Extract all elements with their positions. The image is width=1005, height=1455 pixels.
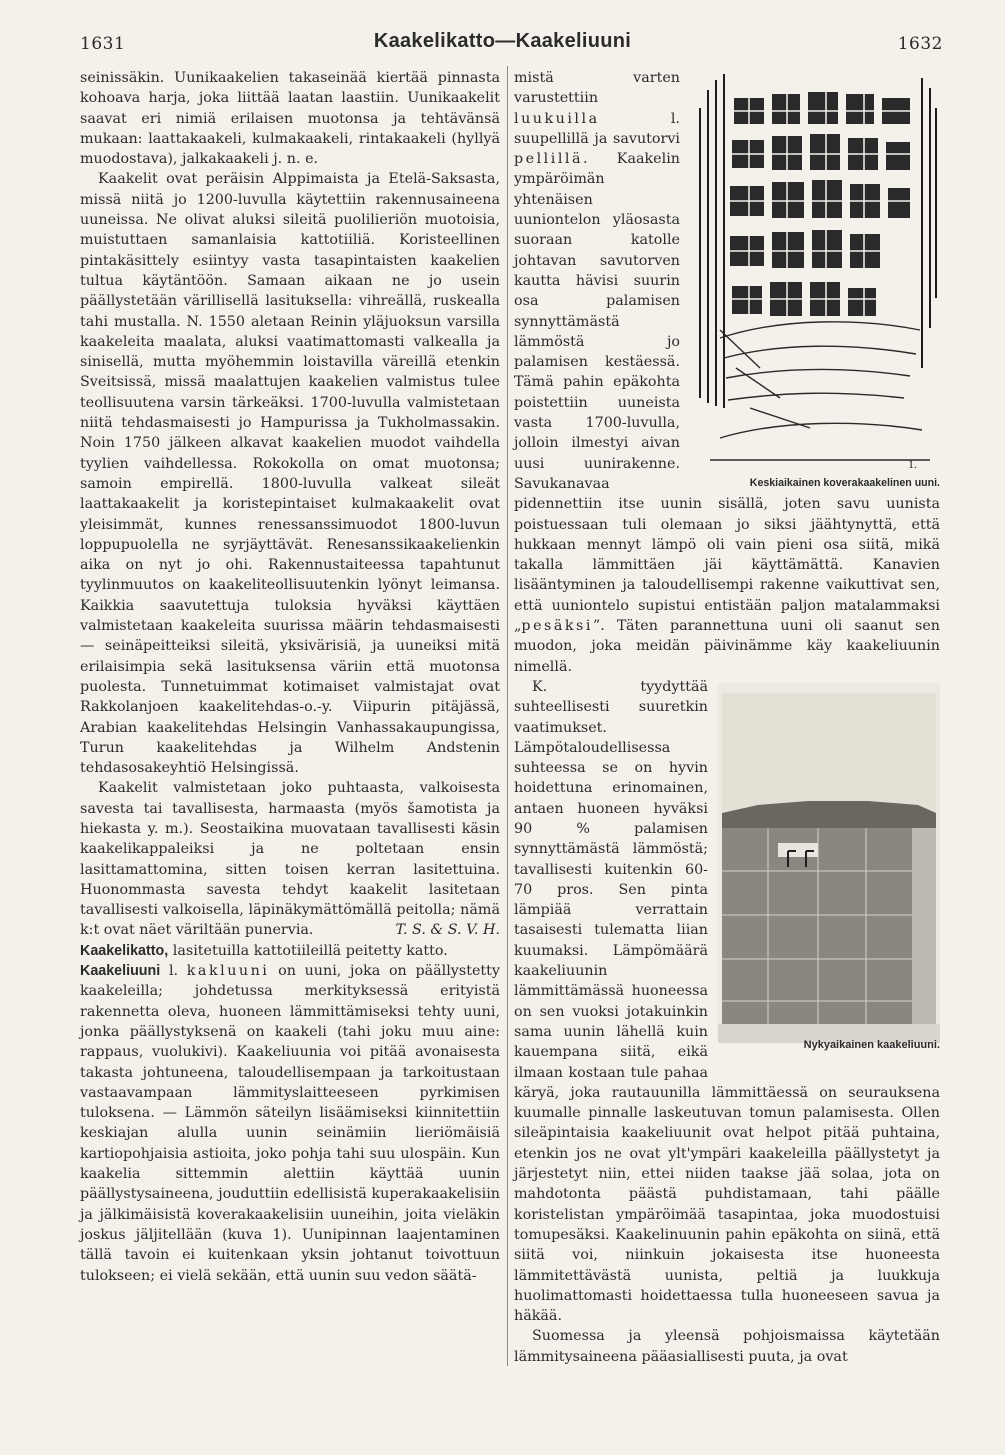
spaced-term: pellillä — [514, 151, 583, 168]
headword: Kaakeliuuni — [80, 963, 161, 980]
figure-medieval-stove — [690, 68, 940, 490]
left-column — [80, 68, 500, 1286]
running-title: Kaakelikatto—Kaakeliuuni — [373, 30, 632, 52]
figure-caption: Keskiaikainen koverakaakelinen uuni. — [749, 477, 940, 489]
paragraph: seinissäkin. Uunikaakelien takaseinää kiertää pinnasta kohoava harja, joka liittää laatan laastiin. Uunikaakelit saavat eri nimiä erilaisen muotonsa ja tehtävänsä mukaan: laattakaakeli, kulmakaakeli, rintakaakeli (hyllyä muodostava), jalkakaakeli j. n. e. — [80, 70, 500, 168]
figure-modern-stove — [718, 683, 940, 1075]
modern-stove-photo — [718, 683, 940, 1043]
entry-kaakelikatto — [80, 941, 500, 961]
author-signature: T. S. & S. V. H. — [395, 922, 500, 939]
figure-number: 1. — [908, 457, 917, 471]
medieval-stove-illustration — [690, 68, 940, 476]
entry-text: lasitetuilla kattotiileillä peitetty katto. — [168, 942, 448, 959]
paragraph-text: Kaakelit valmistetaan joko puhtaasta, valkoisesta savesta tai tavallisesta, harmaasta (myös šamotista ja hiekasta y. m.). Seostaikina muovataan tavallisesti käsin kaakelikappaleiksi ja ne poltetaan ensin lasittamattomina, sitten toisen kerran lasitettuina. Huonommasta savesta tehdyt kaakelit lasitetaan tavallisesti valkoisella, läpinäkymättömällä peitolla; nämä k:t ovat näet väriltään punervia. — [80, 780, 500, 939]
spaced-term: pesäksi — [521, 618, 593, 635]
spaced-term: kakluuni — [186, 963, 270, 980]
paragraph: Kaakelit ovat peräisin Alppimaista ja Etelä-Saksasta, missä niitä jo 1200-luvulla käytettiin rakennusaineena uuneissa. Ne olivat aluksi sileitä puolilieriön muotoisia, muistuttaen samanlaisia kattotiiliä. Koristeellinen pintakäsittely esiintyy vasta tasapintaisten kaakelien tultua käytäntöön. Samaan aikaan ne jo usein päällystetään värillisellä lasituksella: vihreällä, ruskealla tahi mustalla. N. 1550 aletaan Reinin yläjuoksun varsilla kaakeleita maalata, aluksi vaatimattomasti valkealla ja sinisellä, mutta myöhemmin loistavilla väreillä etenkin Sveitsissä, missä maalattujen kaakelien valmistus tulee teollisuutena varsin tärkeäksi. 1700-luvulla valmistetaan niitä tehdasmaisesti jo Hampurissa ja Tukholmassakin. Noin 1750 jälkeen alkavat kaakelien muodot vaihdella tyylien vaihdellessa. Rokokolla on omat muotonsa; samoin empirellä. 1800-luvulla valkeat sileät laattakaakelit ja koristepintaiset kulmakaakelit ovat yleisimmät, kunnes renessanssimuodot 1800-luvun loppupuolella ne syrjäyttävät. Renesanssikaakelienkin aika on nyt jo ohi. Rakennustaiteessa tapahtunut tyylinmuutos on kaakeliteollisuutenkin lyönyt leimansa. Kaikkia saavutettuja tuloksia hyväksi käyttäen valmistetaan kaakeleita suurissa määrin tehdasmaisesti — seinäpeitteiksi sileitä, yksivärisiä, ja uuneiksi mitä erilaisimpia sekä lasituksensa väriin että muotonsa puolesta. Tunnetuimmat kotimaiset valmistajat ovat Rakkolanjoen kaakelitehdas-o.-y. Viipurin pitäjässä, Arabian kaakelitehdas Helsingin Vanhassakaupungissa, Turun kaakelitehdas ja Wilhelm Andstenin tehdasosakeyhtiö Helsingissä. — [80, 171, 500, 777]
column-divider — [507, 66, 508, 1366]
text-run: mistä varten varustettiin — [514, 70, 680, 107]
text-run: . Kaakelin ympäröimän yhtenäisen uuniontelon yläosasta suoraan katolle johtavan savutorven kautta hävisi suurin osa palamisen synnyttämästä lämmöstä jo palamisen kestäessä. Tämä pahin epäkohta poistettiin uuneista vasta 1700-luvulla, jolloin ilmestyi aivan uusi uunirakenne. Savukanavaa pidennettiin itse uunin sisällä, joten savu uunista poistuessaan tuli olemaan jo siksi jäähtynyttä, että hukkaan mennyt lämpö oli vain pieni osa siitä, mikä takalla lämmittäen jäi käyttämättä. Kanavien lisääntyminen ja taloudellisempi rakenne vaikuttivat sen, että uuniontelo supistui entistään paljon matalammaksi „ — [514, 151, 940, 635]
paragraph: Suomessa ja yleensä pohjoismaissa käytetään lämmitysaineena pääasiallisesti puuta, ja ovat — [514, 1328, 940, 1365]
entry-kaakeliuuni — [80, 961, 500, 1286]
figure-caption: Nykyaikainen kaakeliuuni. — [803, 1038, 940, 1051]
paragraph: K. tyydyttää suhteellisesti suuretkin vaatimukset. Lämpötaloudellisessa suhteessa se on hyvin hoidettuna erinomainen, antaen huoneen hyväksi 90 % palamisen synnyttämästä lämmöstä; tavallisesti kuitenkin 60-70 pros. Sen pinta lämpiää verrattain tasaisesti tulematta liian kuumaksi. Lämpömäärä kaakeliuunin lämmittämässä huoneessa on sen vuoksi jotakuinkin sama uunin lähellä kuin kauempana siitä, eikä ilmaan kostaan tule pahaa käryä, joka rautauunilla lämmittäessä on seurauksena kuumalle pinnalle laskeutuvan tomun palamisesta. Ollen sileäpintaisia kaakeliuunit ovat helpot pitää puhtaina, etenkin jos ne ovat ylt'ympäri kaakeleilla päällystetyt ja järjestetyt niin, ettei niiden taakse jää solaa, jota on mahdotonta päästä puhdistamaan, tahi päälle koristelistan ympäröimää tasapintaa, joka muodostuisi tomupesäksi. Kaakelinuunin pahin epäkohta on siinä, että siitä voi, niinkuin jokaisesta itse huoneesta lämmitettävästä uunista, peltiä ja luukkuja huolimattomasti hoidettaessa tulla huoneeseen savua ja häkää. — [514, 678, 940, 1325]
right-column — [514, 68, 940, 1367]
headword: Kaakelikatto, — [80, 942, 169, 959]
page-number-left: 1631 — [80, 34, 126, 54]
spaced-term: luukuilla — [514, 110, 600, 127]
entry-text: on uuni, joka on päällystetty kaakeleilla; johdetussa merkityksessä erityistä rakennetta oleva, huoneen lämmittämiseksi tehty uuni, jonka päällystyksenä on kaakeli (tahi joku muu aine: rappaus, vuolukivi). Kaakeliuunia voi pitää avonaisesta takasta johtuneena, taloudellisempaan ja tarkoitustaan vastaavampaan lämmityslaitteeseen pyrkimisen tuloksena. — Lämmön säteilyn lisäämiseksi kiinnitettiin keskiajan alulla uunin seinämiin lieriömäisiä kartiopohjaisia astioita, joko pohja tahi suu ulospäin. Kun kaakelia sittemmin alettiin käyttää uunin päällystysaineena, jouduttiin edellisistä kuperakaakelisiin ja jälkimäisistä koverakaakelisiin uuneihin, joita vieläkin joskus jäljitellään (kuva 1). Uunipinnan laajentaminen tällä tavoin ei kuitenkaan yksin johtanut toivottuun tulokseen; ei vielä sekään, että uunin suu vedon säätä- — [80, 963, 500, 1284]
entry-text: l. — [160, 963, 187, 980]
paragraph — [80, 778, 500, 940]
text-run: ”. Täten parannettuna uuni oli saanut sen muodon, joka meidän päivinämme käy kaakeliuunin nimellä. — [514, 618, 940, 675]
page-number-right: 1632 — [897, 34, 943, 54]
text-run: l. suupellillä ja savutorvi — [514, 110, 680, 147]
page-header — [0, 30, 1005, 60]
